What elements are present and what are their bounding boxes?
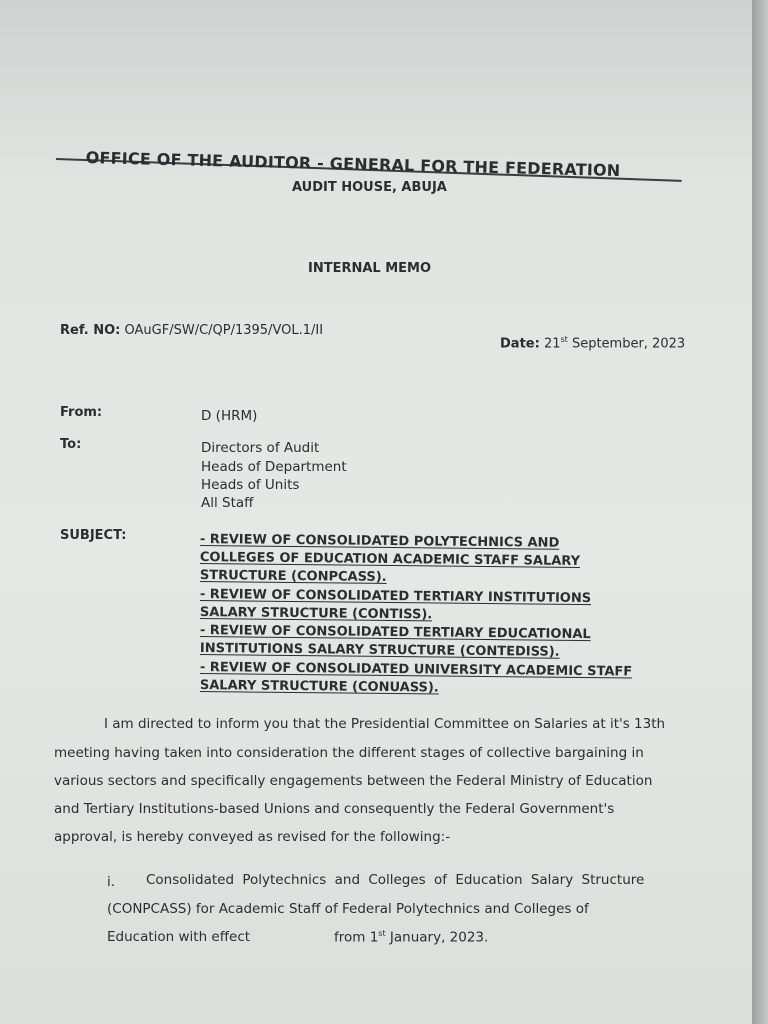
date-day: 21 (543, 336, 561, 352)
recipient: Heads of Units (201, 477, 300, 493)
ref-label: Ref. NO: (60, 323, 121, 338)
date-suffix: st (560, 335, 568, 344)
recipient: Directors of Audit (201, 440, 320, 456)
list-marker: i. (107, 874, 116, 890)
date-label: Date: (500, 336, 540, 352)
date-rest: September, 2023 (571, 336, 686, 352)
subject-line: - REVIEW OF CONSOLIDATED UNIVERSITY ACADEMIC STAFF (199, 660, 633, 680)
office-title: OFFICE OF THE AUDITOR - GENERAL FOR THE FEDERATION (85, 148, 621, 181)
list-item-line: (CONPCASS) for Academic Staff of Federal Polytechnics and Colleges of (107, 901, 589, 917)
list-item-line: Consolidated Polytechnics and Colleges of Education Salary Structure (146, 872, 645, 888)
effective-end: January, 2023. (385, 929, 489, 946)
list-item-text: Education with effect (107, 929, 251, 945)
body-line: approval, is hereby conveyed as revised for the following:- (54, 829, 451, 845)
recipient: All Staff (201, 495, 254, 511)
page-edge (752, 0, 768, 1024)
subject-line: COLLEGES OF EDUCATION ACADEMIC STAFF SALARY (199, 550, 581, 569)
to-label: To: (60, 437, 82, 452)
from-value: D (HRM) (201, 408, 258, 424)
body-line: and Tertiary Institutions-based Unions and consequently the Federal Government's (54, 801, 615, 817)
list-item-effective-date (334, 929, 488, 946)
subject-line: - REVIEW OF CONSOLIDATED POLYTECHNICS AND (199, 532, 560, 551)
effective-from: from 1 (334, 929, 379, 946)
subject-line: SALARY STRUCTURE (CONUASS). (199, 678, 439, 696)
ref-value: OAuGF/SW/C/QP/1395/VOL.1/II (124, 323, 324, 338)
subject-line: STRUCTURE (CONPCASS). (199, 568, 387, 585)
body-line: I am directed to inform you that the Presidential Committee on Salaries at it's 13th (104, 716, 666, 732)
office-address: AUDIT HOUSE, ABUJA (292, 180, 447, 195)
date-row (500, 335, 685, 351)
effective-suffix: st (378, 929, 386, 938)
reference-row (60, 323, 323, 338)
recipient: Heads of Department (201, 459, 347, 475)
memo-heading: INTERNAL MEMO (308, 261, 432, 276)
subject-line: SALARY STRUCTURE (CONTISS). (199, 605, 433, 623)
subject-line: - REVIEW OF CONSOLIDATED TERTIARY EDUCATIONAL (199, 623, 591, 643)
from-label: From: (60, 405, 103, 420)
subject-line: INSTITUTIONS SALARY STRUCTURE (CONTEDISS). (199, 641, 560, 660)
subject-label: SUBJECT: (60, 528, 127, 543)
subject-line: - REVIEW OF CONSOLIDATED TERTIARY INSTITUTIONS (199, 587, 592, 607)
body-line: various sectors and specifically engagements between the Federal Ministry of Education (54, 773, 653, 789)
list-item-last-line (107, 929, 250, 945)
body-line: meeting having taken into consideration the different stages of collective bargaining in (54, 745, 644, 761)
